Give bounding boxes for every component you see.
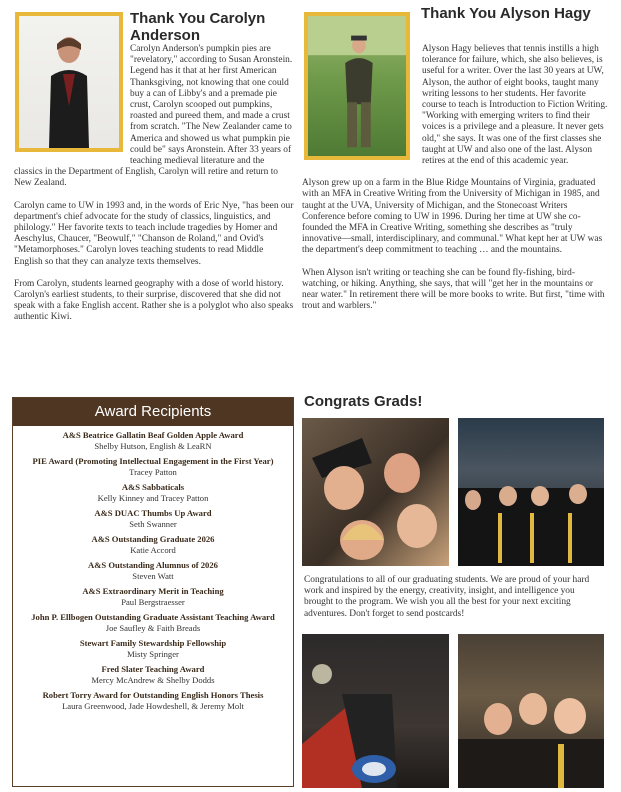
award-recipient: Tracey Patton [129, 466, 177, 477]
carolyn-text [14, 44, 294, 324]
award-recipients-box [12, 397, 294, 787]
grad-photo-3 [302, 634, 449, 788]
alyson-paragraph-1: Alyson Hagy believes that tennis instills a high tolerance for failure, which, she also believes, is useful for a writer. Over the last 30 years at UW, Alyson, the author of eight books, taught many writing lessons to her students. Her favorite course to teach is Introduction to Fiction Writing. "Working with emerging writers to find their voices is a privilege and a pleasure. It never gets old," she says. It was one of the first classes she taught at UW and also one of the last. Alyson retires at the end of this academic year. [422, 44, 608, 167]
award-recipient: Kelly Kinney and Tracey Patton [97, 492, 209, 503]
award-item [23, 508, 283, 529]
award-recipient: Misty Springer [127, 648, 179, 659]
award-recipient: Paul Bergstraesser [121, 596, 185, 607]
award-name: A&S Beatrice Gallatin Beaf Golden Apple Award [62, 430, 244, 440]
grads-title: Congrats Grads! [304, 393, 423, 410]
alyson-text [302, 44, 608, 312]
award-name: A&S Outstanding Alumnus of 2026 [88, 560, 218, 570]
carolyn-paragraph-1: Carolyn Anderson's pumpkin pies are "revelatory," according to Susan Aronstein. Legend has it that at her first American Thanksgiving, not knowing that one could buy a can of Libby's and a premade pie crust, Carolyn scooped out pumpkins, roasted and pureed them, and made a crust from scratch. "The New Zealander came to America and showed us what pumpkin pie could be" says Aronstein. After 33 years of teaching medieval literature and the classics in the Department of English, Carolyn will retire and return to New Zealand. [14, 44, 293, 189]
award-item [23, 560, 283, 581]
award-name: A&S Outstanding Graduate 2026 [91, 534, 215, 544]
award-item [23, 534, 283, 555]
award-recipient: Shelby Hutson, English & LeaRN [94, 440, 212, 451]
award-name: Stewart Family Stewardship Fellowship [79, 638, 227, 648]
alyson-paragraph-2: Alyson grew up on a farm in the Blue Ridge Mountains of Virginia, graduated with an MFA in Creative Writing from the University of Michigan in 1985, and taught at the UVA, University of Michigan, and the Stonecoast Writers Conference before coming to UW in 1996. During her time at UW she co-founded the MFA in Creative Writing, something she describes as "truly innovative—small, interdisciplinary, and communal." What kept her at UW was the department's deep commitment to teaching … and the mountains. [302, 178, 603, 256]
carolyn-paragraph-3: From Carolyn, students learned geography with a dose of world history. Carolyn's earliest students, to their surprise, discovered that she did not speak with a fake English accent. Rather she is a polyglot who also speaks authentic Kiwi. [14, 278, 294, 323]
award-item [23, 586, 283, 607]
award-recipient: Laura Greenwood, Jade Howdeshell, & Jeremy Molt [62, 700, 244, 711]
grad-photo-1 [302, 418, 449, 566]
award-item [23, 430, 283, 451]
award-heading: Award Recipients [13, 398, 293, 426]
award-recipient: Mercy McAndrew & Shelby Dodds [91, 674, 215, 685]
grad-photo-4 [458, 634, 604, 788]
alyson-title: Thank You Alyson Hagy [421, 5, 591, 22]
award-name: Fred Slater Teaching Award [101, 664, 205, 674]
award-name: A&S Sabbaticals [121, 482, 185, 492]
award-recipient: Seth Swanner [129, 518, 177, 529]
alyson-paragraph-3: When Alyson isn't writing or teaching she can be found fly-fishing, bird-watching, or hiking. Anything, she says, that will "get her in the mountains or near water." In retirement there will be more books to write. But first, "time with trout and warblers." [302, 267, 605, 312]
award-item [23, 664, 283, 685]
award-name: A&S DUAC Thumbs Up Award [94, 508, 212, 518]
award-item [23, 456, 283, 477]
award-name: John P. Ellbogen Outstanding Graduate Assistant Teaching Award [31, 612, 275, 622]
carolyn-title: Thank You Carolyn Anderson [130, 10, 266, 44]
award-item [23, 690, 283, 711]
carolyn-paragraph-2: Carolyn came to UW in 1993 and, in the words of Eric Nye, "has been our department's chief advocate for the study of classics, linguistics, and philology." Her favorite texts to teach include tragedies by Homer and Aeschylus, Chaucer, "Beowulf," "Chanson de Roland," and Ovid's "Metamorphoses." Carolyn loves teaching students to read Middle English so that they can analyze texts themselves. [14, 200, 294, 267]
grad-photo-2 [458, 418, 604, 566]
award-recipient: Katie Accord [130, 544, 176, 555]
award-recipient: Joe Saufley & Faith Breads [105, 622, 201, 633]
award-item [23, 482, 283, 503]
award-name: Robert Torry Award for Outstanding English Honors Thesis [42, 690, 264, 700]
award-item [23, 612, 283, 633]
award-recipient: Steven Watt [132, 570, 174, 581]
award-name: PIE Award (Promoting Intellectual Engagement in the First Year) [32, 456, 274, 466]
award-name: A&S Extraordinary Merit in Teaching [82, 586, 224, 596]
award-item [23, 638, 283, 659]
award-list [13, 426, 293, 711]
grads-message: Congratulations to all of our graduating students. We are proud of your hard work and inspired by the energy, creativity, insight, and intelligence you brought to the program. We wish you all the best for your next exciting adventures. Don't forget to send postcards! [304, 575, 590, 619]
